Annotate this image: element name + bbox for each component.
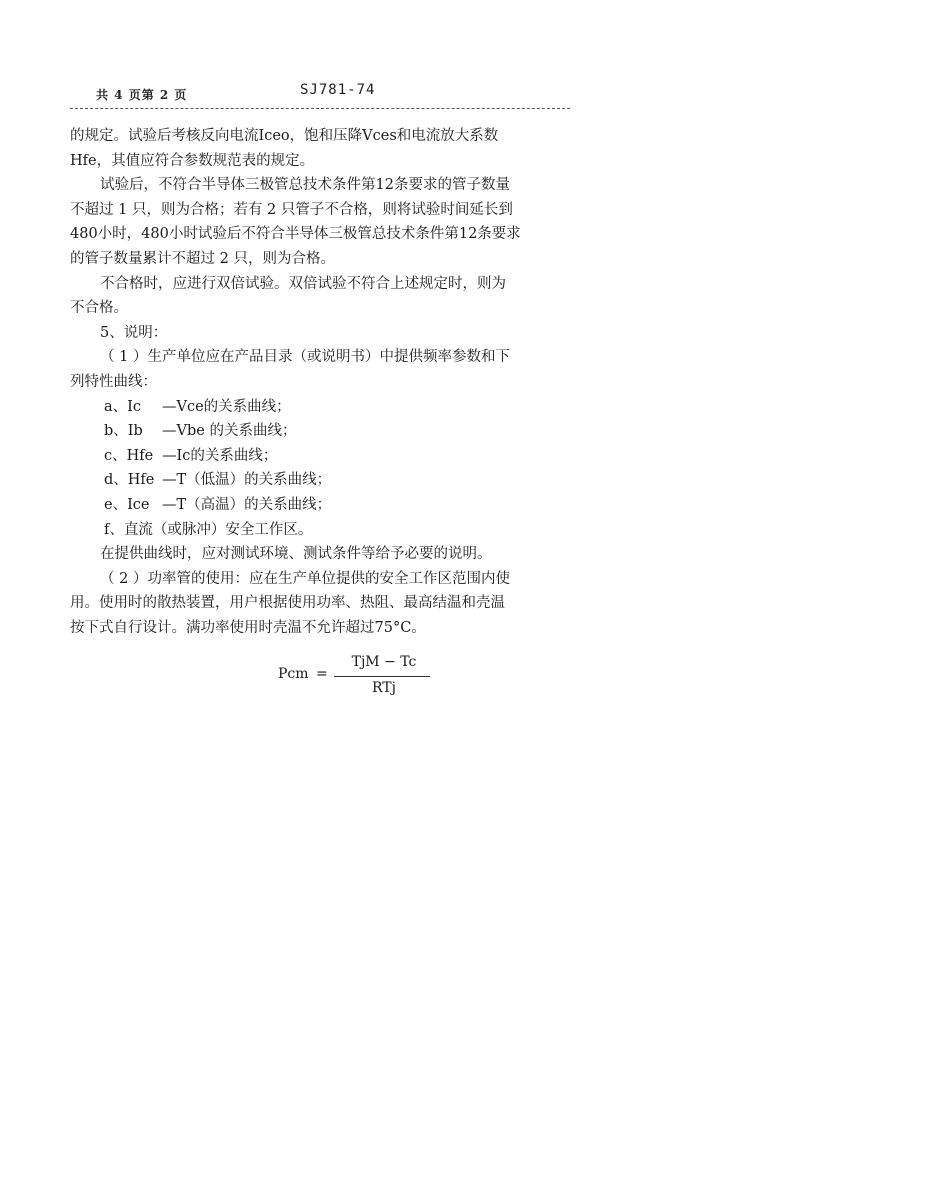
paragraph-line: 不合格时，应进行双倍试验。双倍试验不符合上述规定时，则为	[100, 275, 506, 292]
curve-tag: f、	[104, 521, 124, 538]
paragraph-line: 试验后，不符合半导体三极管总技术条件第12条要求的管子数量	[100, 177, 510, 194]
curve-text: 直流（或脉冲）安全工作区。	[123, 521, 313, 538]
curve-tag: b、Ib	[104, 423, 143, 440]
paragraph-line: 在提供曲线时，应对测试环境、测试条件等给予必要的说明。	[100, 546, 492, 563]
paragraph-line: Hfe，其值应符合参数规范表的规定。	[70, 152, 315, 169]
paragraph-line: 的规定。试验后考核反向电流Iceo，饱和压降Vces和电流放大系数	[70, 128, 499, 144]
fraction-bar	[334, 676, 430, 677]
curve-item	[70, 444, 575, 469]
curve-text: —Vce的关系曲线；	[162, 398, 291, 415]
formula-denominator: RTj	[372, 680, 396, 696]
document-body	[70, 124, 575, 640]
curve-text: —T（高温）的关系曲线；	[162, 496, 332, 513]
formula-equals: =	[316, 666, 328, 682]
section-heading: 5、说明：	[100, 324, 168, 341]
document-code: SJ781-74	[300, 82, 376, 98]
curve-text: —Vbe 的关系曲线；	[162, 423, 297, 440]
curve-item	[70, 468, 575, 493]
curve-tag: e、Ice	[104, 496, 150, 513]
curve-tag: d、Hfe	[104, 472, 155, 489]
curve-text: —Ic的关系曲线；	[162, 447, 278, 464]
curve-item	[70, 518, 575, 543]
header-divider	[70, 108, 570, 109]
formula-lhs: Pcm	[278, 666, 309, 682]
paragraph-line: 用。使用时的散热装置，用户根据使用功率、热阻、最高结温和壳温	[70, 595, 505, 612]
curve-item	[70, 493, 575, 518]
curve-item	[70, 395, 575, 420]
paragraph-line: 480小时，480小时试验后不符合半导体三极管总技术条件第12条要求	[70, 226, 521, 243]
page-info: 共 4 页第 2 页	[96, 88, 188, 102]
paragraph-line: 的管子数量累计不超过 2 只，则为合格。	[70, 250, 335, 267]
paragraph-line: 不超过 1 只，则为合格；若有 2 只管子不合格，则将试验时间延长到	[70, 201, 513, 218]
power-formula	[278, 654, 448, 704]
paragraph-line: 按下式自行设计。满功率使用时壳温不允许超过75°C。	[70, 619, 426, 636]
curve-text: —T（低温）的关系曲线；	[162, 472, 332, 489]
paragraph-line: 列特性曲线：	[70, 373, 157, 390]
curve-item	[70, 419, 575, 444]
paragraph-line: （ 1 ）生产单位应在产品目录（或说明书）中提供频率参数和下	[100, 349, 510, 366]
curve-tag: a、Ic	[104, 398, 141, 415]
paragraph-line: 不合格。	[70, 300, 128, 317]
formula-numerator: TjM − Tc	[351, 654, 417, 670]
curve-tag: c、Hfe	[104, 447, 154, 464]
paragraph-line: （ 2 ）功率管的使用：应在生产单位提供的安全工作区范围内使	[100, 570, 510, 587]
